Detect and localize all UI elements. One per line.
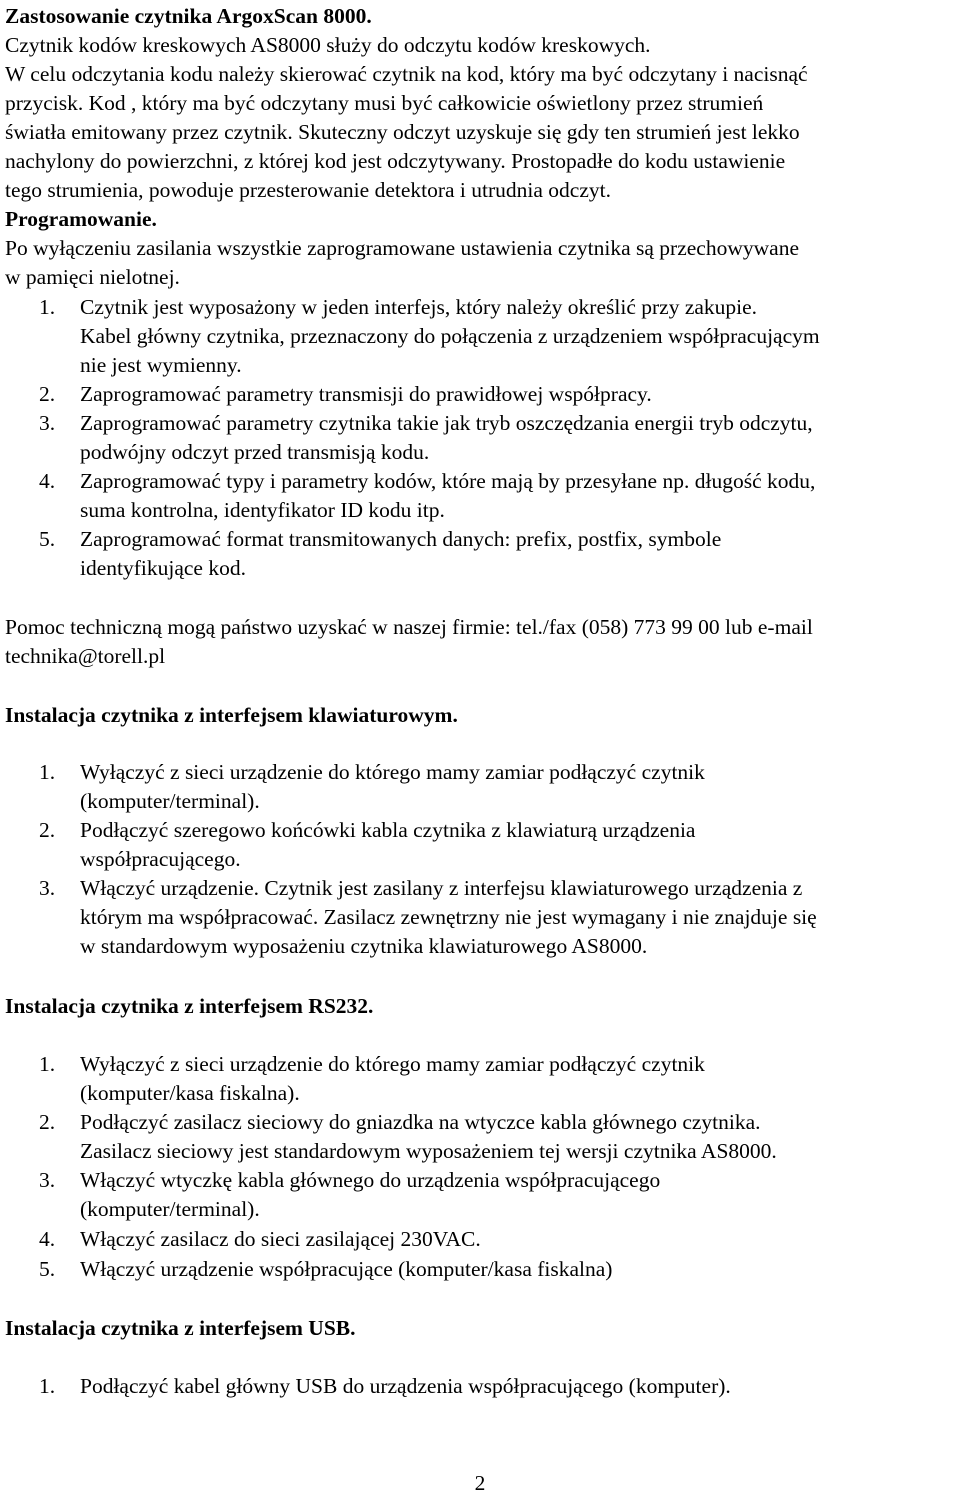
list-item: nie jest wymienny. (80, 353, 242, 377)
list-number: 2. (39, 818, 56, 842)
list-item: Czytnik jest wyposażony w jeden interfejs, który należy określić przy zakupie. (80, 295, 758, 319)
list-item: Zaprogramować parametry transmisji do prawidłowej współpracy. (80, 382, 652, 406)
intro-line: przycisk. Kod , który ma być odczytany musi być całkowicie oświetlony przez strumień (5, 91, 764, 115)
list-number: 1. (39, 295, 56, 319)
list-item: Wyłączyć z sieci urządzenie do którego mamy zamiar podłączyć czytnik (80, 1052, 705, 1076)
list-item: (komputer/terminal). (80, 789, 260, 813)
intro-line: światła emitowany przez czytnik. Skuteczny odczyt uzyskuje się gdy ten strumień jest lekko (5, 120, 800, 144)
list-item: Zaprogramować format transmitowanych danych: prefix, postfix, symbole (80, 527, 722, 551)
list-number: 4. (39, 1227, 56, 1251)
support-line: Pomoc techniczną mogą państwo uzyskać w naszej firmie: tel./fax (058) 773 99 00 lub e-mail (5, 615, 813, 639)
list-item: (komputer/kasa fiskalna). (80, 1081, 300, 1105)
list-item: Włączyć wtyczkę kabla głównego do urządzenia współpracującego (80, 1168, 661, 1192)
intro-line: Czytnik kodów kreskowych AS8000 służy do odczytu kodów kreskowych. (5, 33, 651, 57)
list-item: którym ma współpracować. Zasilacz zewnętrzny nie jest wymagany i nie znajduje się (80, 905, 817, 929)
intro-line: tego strumienia, powoduje przesterowanie detektora i utrudnia odczyt. (5, 178, 611, 202)
list-item: Włączyć zasilacz do sieci zasilającej 230VAC. (80, 1227, 481, 1251)
list-number: 3. (39, 876, 56, 900)
list-item: współpracującego. (80, 847, 241, 871)
list-item: Podłączyć zasilacz sieciowy do gniazdka na wtyczce kabla głównego czytnika. (80, 1110, 761, 1134)
list-item: Podłączyć szeregowo końcówki kabla czytnika z klawiaturą urządzenia (80, 818, 696, 842)
page-number: 2 (474, 1471, 486, 1495)
list-number: 1. (39, 1052, 56, 1076)
list-number: 3. (39, 1168, 56, 1192)
list-item: Zaprogramować parametry czytnika takie jak tryb oszczędzania energii tryb odczytu, (80, 411, 813, 435)
list-item: Włączyć urządzenie współpracujące (komputer/kasa fiskalna) (80, 1257, 613, 1281)
usb-section-title: Instalacja czytnika z interfejsem USB. (5, 1316, 356, 1340)
intro-title: Zastosowanie czytnika ArgoxScan 8000. (5, 4, 372, 28)
list-number: 5. (39, 527, 56, 551)
list-number: 5. (39, 1257, 56, 1281)
list-number: 1. (39, 1374, 56, 1398)
list-item: suma kontrolna, identyfikator ID kodu itp. (80, 498, 445, 522)
list-number: 4. (39, 469, 56, 493)
list-number: 3. (39, 411, 56, 435)
rs232-section-title: Instalacja czytnika z interfejsem RS232. (5, 994, 374, 1018)
list-number: 2. (39, 382, 56, 406)
list-item: Włączyć urządzenie. Czytnik jest zasilany z interfejsu klawiaturowego urządzenia z (80, 876, 803, 900)
list-item: (komputer/terminal). (80, 1197, 260, 1221)
programming-line: w pamięci nielotnej. (5, 265, 180, 289)
intro-line: nachylony do powierzchni, z której kod jest odczytywany. Prostopadłe do kodu ustawienie (5, 149, 786, 173)
programming-title: Programowanie. (5, 207, 157, 231)
list-item: Kabel główny czytnika, przeznaczony do połączenia z urządzeniem współpracującym (80, 324, 820, 348)
list-item: w standardowym wyposażeniu czytnika klawiaturowego AS8000. (80, 934, 648, 958)
support-email: technika@torell.pl (5, 644, 166, 668)
keyboard-section-title: Instalacja czytnika z interfejsem klawiaturowym. (5, 703, 458, 727)
list-item: podwójny odczyt przed transmisją kodu. (80, 440, 430, 464)
list-item: Zaprogramować typy i parametry kodów, które mają by przesyłane np. długość kodu, (80, 469, 816, 493)
list-item: identyfikujące kod. (80, 556, 246, 580)
list-item: Wyłączyć z sieci urządzenie do którego mamy zamiar podłączyć czytnik (80, 760, 705, 784)
list-number: 1. (39, 760, 56, 784)
list-item: Zasilacz sieciowy jest standardowym wyposażeniem tej wersji czytnika AS8000. (80, 1139, 777, 1163)
list-item: Podłączyć kabel główny USB do urządzenia współpracującego (komputer). (80, 1374, 731, 1398)
list-number: 2. (39, 1110, 56, 1134)
programming-line: Po wyłączeniu zasilania wszystkie zaprogramowane ustawienia czytnika są przechowywane (5, 236, 799, 260)
intro-line: W celu odczytania kodu należy skierować czytnik na kod, który ma być odczytany i nacisnąć (5, 62, 808, 86)
